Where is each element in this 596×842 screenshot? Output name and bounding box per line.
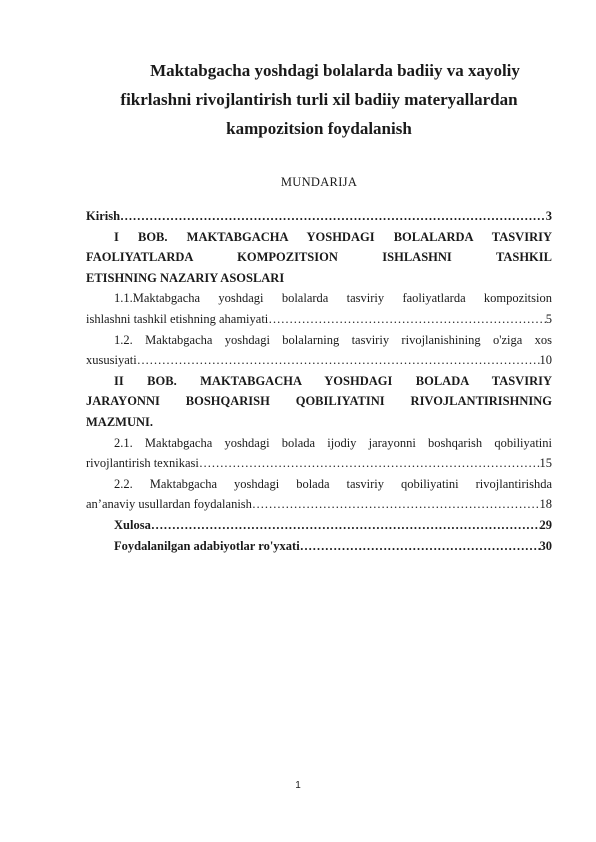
dot-leader (268, 309, 545, 330)
section-line-1: 2.2. Maktabgacha yoshdagi bolada tasviriy qobiliyatini rivojlantirishda (114, 476, 552, 491)
chapter-1-line-3: ETISHNING NAZARIY ASOSLARI (86, 270, 285, 285)
table-of-contents (86, 206, 552, 556)
dot-leader (199, 453, 540, 474)
toc-entry-intro[interactable] (86, 206, 552, 227)
chapter-1-heading (86, 227, 552, 289)
toc-page-number: 3 (545, 209, 552, 223)
toc-page-number: 29 (539, 517, 552, 532)
section-line-1: 2.1. Maktabgacha yoshdagi bolada ijodiy jarayonni boshqarish qobiliyatini (114, 435, 552, 450)
toc-entry-label: Foydalanilgan adabiyotlar ro'yxati (114, 538, 300, 553)
toc-entry-label: Kirish (86, 209, 121, 223)
toc-entry-references[interactable] (86, 536, 552, 557)
toc-entry-section-2-1[interactable] (86, 433, 552, 474)
title-line-2: fikrlashni rivojlantirish turli xil badiiy materyallardan (120, 90, 518, 109)
title-line-3: kampozitsion foydalanish (226, 119, 412, 138)
section-line-2: xususiyati (86, 353, 137, 368)
toc-heading: MUNDARIJA (280, 175, 358, 189)
toc-page-number: 18 (539, 497, 552, 512)
chapter-1-line-2: FAOLIYATLARDA KOMPOZITSION ISHLASHNI TASHKIL (86, 250, 552, 265)
toc-page-number: 30 (539, 538, 552, 553)
section-line-2: an’anaviy usullardan foydalanish (86, 497, 252, 512)
toc-entry-label: Xulosa (114, 517, 151, 532)
toc-page-number: 5 (545, 311, 552, 326)
dot-leader (151, 515, 540, 536)
dot-leader (137, 350, 540, 371)
document-title (86, 56, 552, 143)
title-line-1: Maktabgacha yoshdagi bolalarda badiiy va xayoliy (150, 61, 520, 80)
dot-leader (252, 494, 540, 515)
chapter-2-heading (86, 371, 552, 433)
chapter-2-line-3: MAZMUNI. (86, 414, 154, 429)
chapter-2-line-2: JARAYONNI BOSHQARISH QOBILIYATINI RIVOJLANTIRISHNING (86, 394, 552, 409)
section-line-2: rivojlantirish texnikasi (86, 456, 199, 471)
chapter-1-line-1: I BOB. MAKTABGACHA YOSHDAGI BOLALARDA TASVIRIY (114, 229, 552, 244)
toc-entry-section-2-2[interactable] (86, 474, 552, 515)
section-line-1: 1.2. Maktabgacha yoshdagi bolalarning tasviriy rivojlanishining o'ziga xos (114, 332, 552, 347)
toc-page-number: 15 (539, 456, 552, 471)
chapter-2-line-1: II BOB. MAKTABGACHA YOSHDAGI BOLADA TASVIRIY (114, 373, 552, 388)
toc-entry-section-1-2[interactable] (86, 330, 552, 371)
toc-page-number: 10 (539, 353, 552, 368)
section-line-1: 1.1.Maktabgacha yoshdagi bolalarda tasviriy faoliyatlarda kompozitsion (114, 291, 552, 306)
page-number: 1 (295, 780, 301, 791)
section-line-2: ishlashni tashkil etishning ahamiyati (86, 311, 269, 326)
dot-leader (300, 536, 540, 557)
toc-entry-section-1-1[interactable] (86, 288, 552, 329)
dot-leader (120, 206, 546, 227)
toc-entry-conclusion[interactable] (86, 515, 552, 536)
